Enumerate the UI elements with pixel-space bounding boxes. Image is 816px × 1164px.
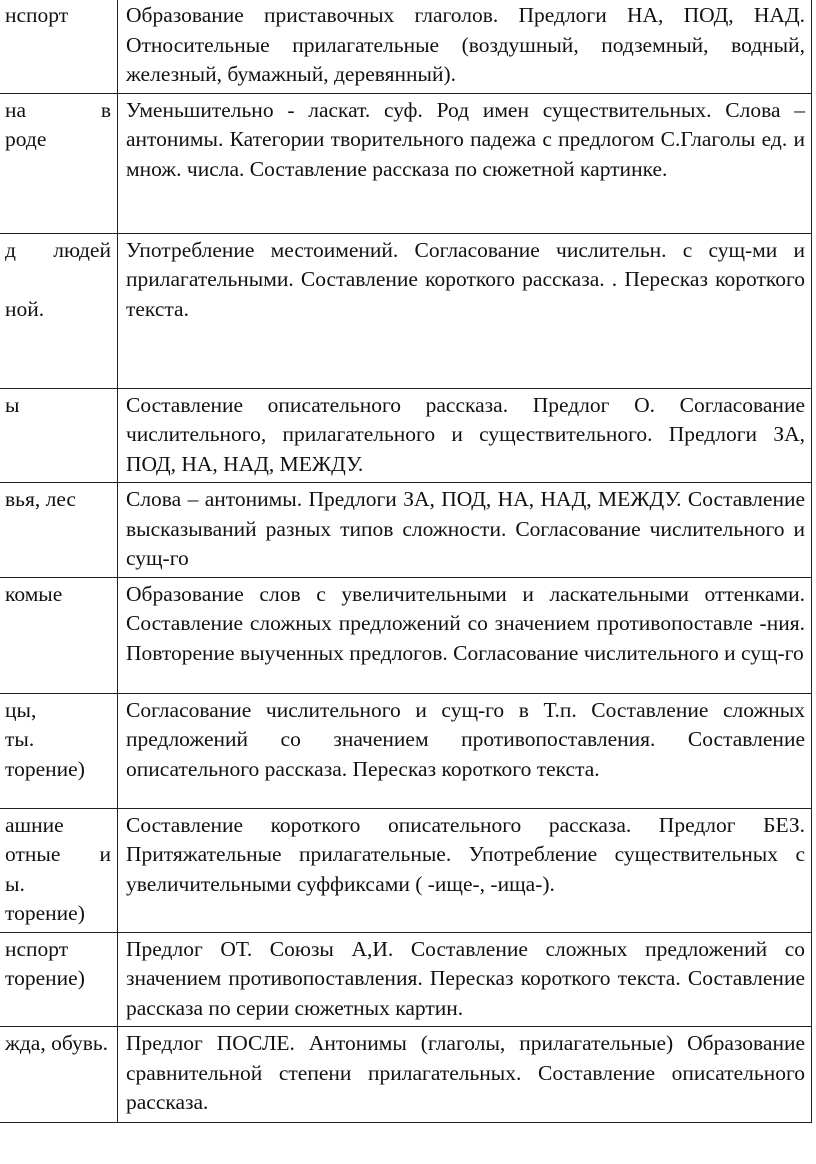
content-text: Образование приставочных глаголов. Предлоги НА, ПОД, НАД. Относительные прилагательные (воздушный, подземный, водный, железный, бумажный, деревянный).: [125, 3, 805, 86]
topic-cell: [0, 808, 117, 932]
topic-line: [5, 236, 111, 266]
topic-text: в: [100, 97, 111, 122]
content-cell: [117, 932, 811, 1027]
topic-cell: [0, 233, 117, 388]
topic-text: и: [99, 842, 111, 866]
content-text: Предлог ОТ. Союзы А,И. Составление сложных предложений со значением противопоставления. Пересказ короткого текста. Составление рассказа по серии сюжетных картин.: [125, 936, 805, 1020]
topic-cell: [0, 577, 117, 693]
topic-text: д: [5, 237, 16, 262]
topic-text: ы: [5, 392, 20, 417]
table-row: [0, 233, 812, 388]
topic-cell: [0, 388, 117, 483]
table-row: [0, 808, 812, 932]
topic-cell: [0, 693, 117, 808]
content-text: Составление описательного рассказа. Предлог О. Согласование числительного, прилагательного и существительного. Предлоги ЗА, ПОД, НА, НАД, МЕЖДУ.: [125, 392, 805, 476]
topic-text: комые: [5, 581, 63, 606]
table-row: [0, 932, 812, 1027]
table-row: [0, 1027, 812, 1123]
topic-text: ы.: [5, 871, 25, 896]
topic-text: роде: [5, 127, 47, 151]
topic-text: людей: [53, 237, 111, 262]
table-row: [0, 0, 812, 93]
content-text: Уменьшительно - ласкат. суф. Род имен существительных. Слова – антонимы. Категории творительного падежа с предлогом С.Глаголы ед. и множ. числа. Составление рассказа по сюжетной картинке.: [125, 97, 805, 181]
topic-cell: [0, 93, 117, 233]
topic-text: нспорт: [5, 936, 69, 961]
content-text: Предлог ПОСЛЕ. Антонимы (глаголы, прилагательные) Образование сравнительной степени прилагательных. Составление описательного рассказа.: [125, 1031, 805, 1114]
content-cell: [117, 693, 811, 808]
topic-text: [5, 265, 111, 295]
table-row: [0, 577, 812, 693]
table-row: [0, 388, 812, 483]
topic-text: ты.: [5, 727, 35, 751]
table-row: [0, 93, 812, 233]
topic-cell: [0, 1027, 117, 1123]
topic-cell: [0, 483, 117, 578]
content-cell: [117, 1027, 811, 1123]
topic-text: нспорт: [5, 3, 69, 27]
topic-text: вья, лес: [5, 487, 76, 511]
content-cell: [117, 93, 811, 233]
content-text: Составление короткого описательного рассказа. Предлог БЕЗ. Притяжательные прилагательные. Употребление существительных с увеличительными суффиксами ( -ище-, -ища-).: [125, 812, 805, 896]
content-text: Слова – антонимы. Предлоги ЗА, ПОД, НА, НАД, МЕЖДУ. Составление высказываний разных типов сложности. Согласование числительного и сущ-го: [125, 487, 805, 570]
content-cell: [117, 388, 811, 483]
topic-text: торение): [5, 756, 85, 781]
topic-line: [5, 840, 111, 870]
content-text: Согласование числительного и сущ-го в Т.п. Составление сложных предложений со значением противопоставления. Составление описательного рассказа. Пересказ короткого текста.: [125, 697, 805, 781]
topic-text: ной.: [5, 296, 45, 321]
content-text: Образование слов с увеличительными и ласкательными оттенками. Составление сложных предложений со значением противопоставле -ния. Повторение выученных предлогов. Согласование числительного и сущ-го: [125, 581, 805, 665]
topic-cell: [0, 0, 117, 93]
table-row: [0, 693, 812, 808]
topic-text: цы,: [5, 697, 37, 722]
content-cell: [117, 483, 811, 578]
table-row: [0, 483, 812, 578]
topic-text: торение): [5, 966, 85, 990]
topic-cell: [0, 932, 117, 1027]
topic-text: отные: [5, 842, 61, 866]
content-cell: [117, 0, 811, 93]
content-text: Употребление местоимений. Согласование числительн. с сущ-ми и прилагательными. Составление короткого рассказа. . Пересказ короткого текста.: [125, 237, 805, 321]
topic-text: жда, обувь.: [5, 1031, 109, 1055]
content-cell: [117, 808, 811, 932]
topic-line: [5, 96, 111, 126]
topic-text: торение): [5, 901, 85, 925]
topic-text: на: [5, 97, 27, 122]
content-cell: [117, 577, 811, 693]
content-cell: [117, 233, 811, 388]
topic-text: ашние: [5, 812, 64, 837]
